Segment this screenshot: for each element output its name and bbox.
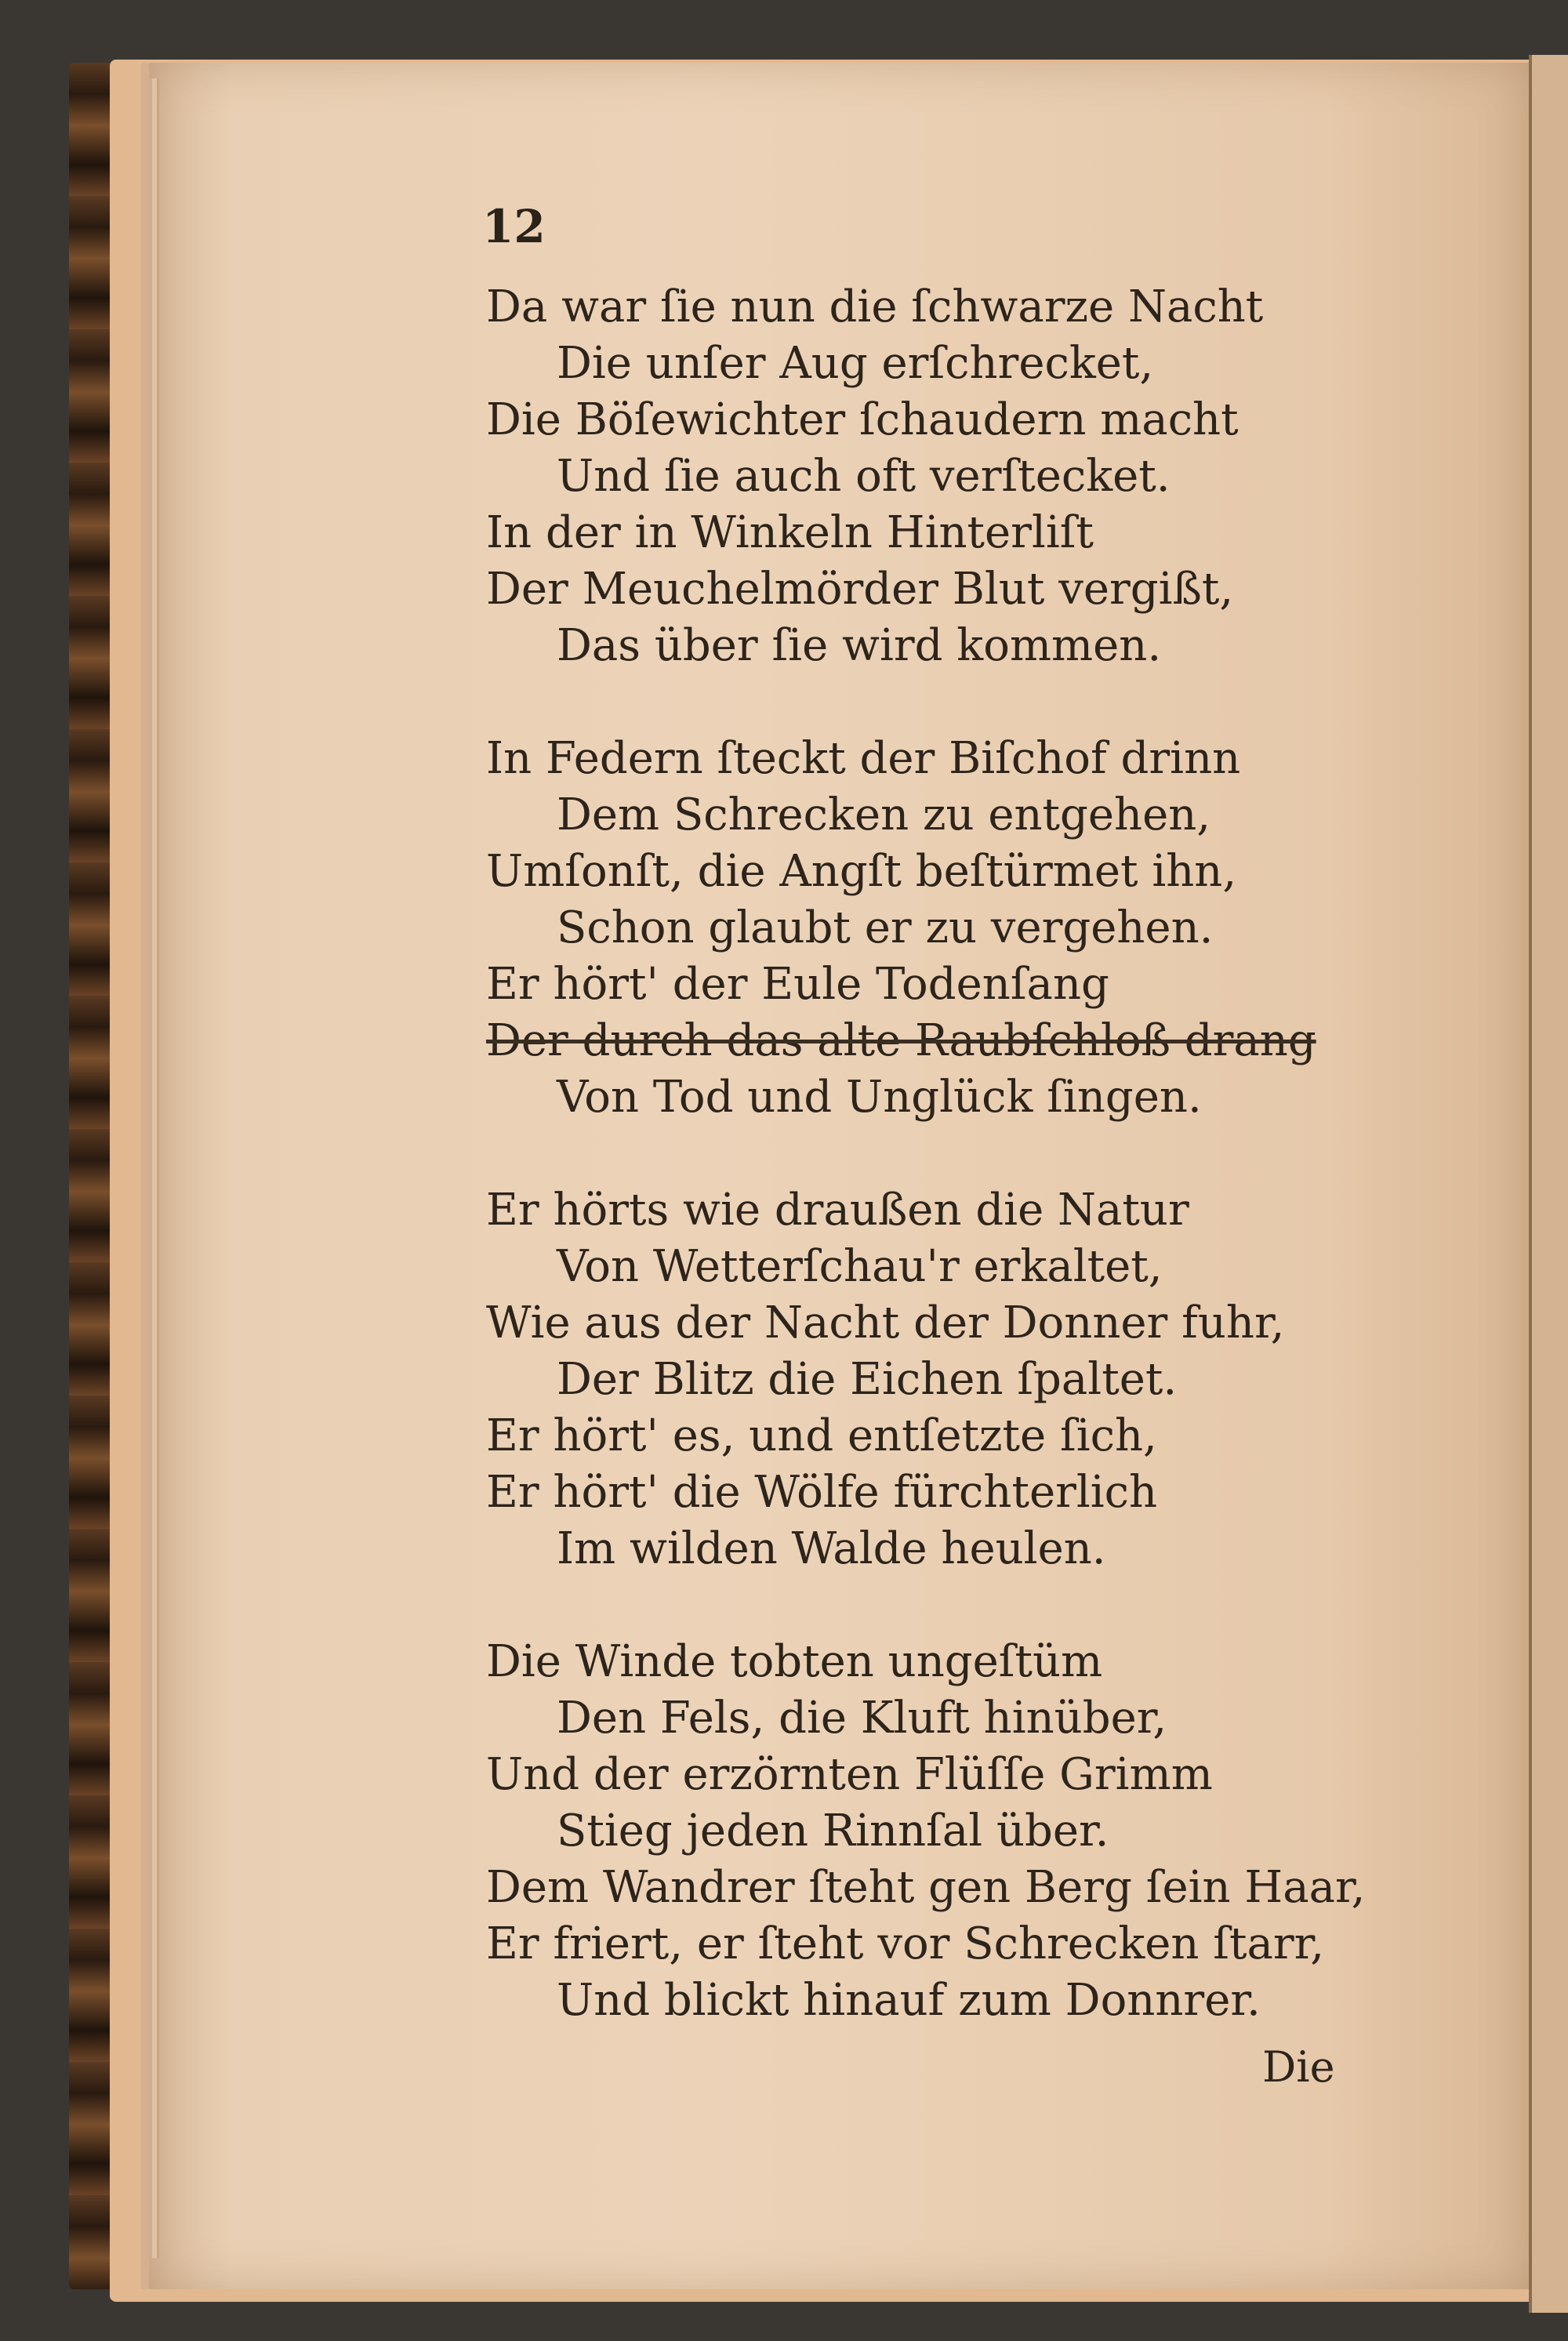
verse-line: Stieg jeden Rinnſal über. <box>557 1806 1109 1856</box>
verse-line: Er friert, er ſteht vor Schrecken ſtarr, <box>486 1918 1325 1969</box>
verse-line: Umſonſt, die Angſt beſtürmet ihn, <box>486 846 1237 897</box>
verse-line: Den Fels, die Kluft hinüber, <box>557 1693 1167 1744</box>
verse-line: Da war ſie nun die ſchwarze Nacht <box>486 281 1264 332</box>
verse-line: In der in Winkeln Hinterliſt <box>486 507 1094 558</box>
verse-line: Der Blitz die Eichen ſpaltet. <box>557 1354 1178 1405</box>
stanza-3 <box>486 1182 1388 1577</box>
verse-line: Das über ſie wird kommen. <box>557 620 1162 671</box>
poem-text <box>486 279 1388 2085</box>
verse-line: Von Tod und Unglück ſingen. <box>557 1072 1202 1123</box>
verse-line: Er hörts wie draußen die Natur <box>486 1185 1189 1236</box>
verse-line: Im wilden Walde heulen. <box>557 1523 1106 1574</box>
stanza-1 <box>486 279 1388 674</box>
verse-line: Dem Wandrer ſteht gen Berg ſein Haar, <box>486 1862 1366 1913</box>
verse-line: Und ſie auch oft verſtecket. <box>557 451 1171 502</box>
stanza-4 <box>486 1634 1388 2029</box>
verse-line: Der Meuchelmörder Blut vergißt, <box>486 564 1234 615</box>
catchword: Die <box>1262 2042 1335 2092</box>
verse-line: Die Böſewichter ſchaudern macht <box>486 394 1239 445</box>
verse-line: Die unſer Aug erſchrecket, <box>557 338 1154 389</box>
verse-line: Und der erzörnten Flüſſe Grimm <box>486 1749 1213 1800</box>
verse-line-struck: Der durch das alte Raubſchloß drang <box>486 1015 1316 1066</box>
verse-line: In Federn ſteckt der Biſchof drinn <box>486 733 1241 784</box>
verse-line: Er hört' die Wölfe fürchterlich <box>486 1467 1158 1518</box>
stanza-2 <box>486 731 1388 1126</box>
verse-line: Von Wetterſchau'r erkaltet, <box>557 1241 1163 1292</box>
verse-line: Schon glaubt er zu vergehen. <box>557 902 1214 953</box>
verse-line: Die Winde tobten ungeſtüm <box>486 1636 1103 1687</box>
verse-line: Er hört' der Eule Todenſang <box>486 959 1109 1010</box>
verse-line: Wie aus der Nacht der Donner fuhr, <box>486 1298 1285 1348</box>
page-edges <box>157 78 214 2258</box>
verse-line: Er hört' es, und entſetzte ſich, <box>486 1410 1157 1461</box>
facing-page-edge <box>1529 55 1568 2313</box>
verse-line: Und blickt hinauf zum Donnrer. <box>557 1975 1261 2026</box>
page-number: 12 <box>482 200 546 253</box>
verse-line: Dem Schrecken zu entgehen, <box>557 789 1211 840</box>
